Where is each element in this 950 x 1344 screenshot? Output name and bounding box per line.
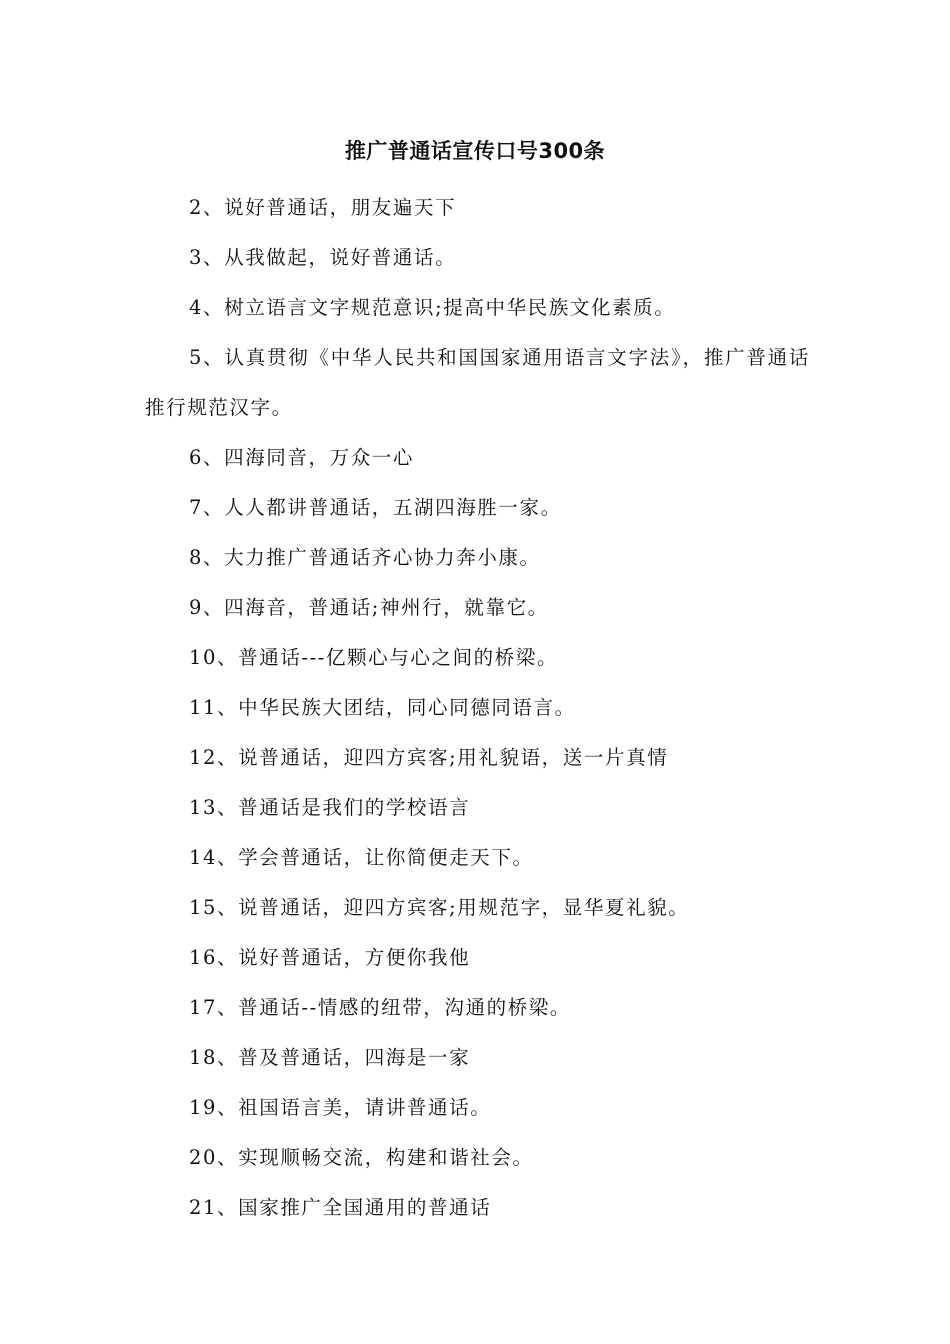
- list-item: 3、从我做起，说好普通话。: [189, 246, 457, 269]
- list-item: 14、学会普通话，让你简便走天下。: [189, 846, 534, 869]
- list-item: 18、普及普通话，四海是一家: [189, 1046, 471, 1069]
- list-item: 12、说普通话，迎四方宾客;用礼貌语，送一片真情: [189, 746, 669, 769]
- list-item: 9、四海音，普通话;神州行，就靠它。: [189, 596, 549, 619]
- list-item: 20、实现顺畅交流，构建和谐社会。: [189, 1146, 534, 1169]
- list-item: 16、说好普通话，方便你我他: [189, 946, 471, 969]
- list-item: 5、认真贯彻《中华人民共和国国家通用语言文字法》，推广普通话推行规范汉字。: [145, 346, 810, 419]
- slogan-list: [145, 183, 810, 1233]
- list-item: 7、人人都讲普通话，五湖四海胜一家。: [189, 496, 562, 519]
- list-item: 10、普通话---亿颗心与心之间的桥梁。: [189, 646, 559, 669]
- list-item: 6、四海同音，万众一心: [189, 446, 415, 469]
- list-item: 21、国家推广全国通用的普通话: [189, 1196, 492, 1219]
- page-title: 推广普通话宣传口号300条: [344, 139, 606, 163]
- list-item: 2、说好普通话，朋友遍天下: [189, 196, 457, 219]
- list-item: 19、祖国语言美，请讲普通话。: [189, 1096, 492, 1119]
- list-item: 8、大力推广普通话齐心协力奔小康。: [189, 546, 541, 569]
- list-item: 17、普通话--情感的纽带，沟通的桥梁。: [189, 996, 571, 1019]
- list-item: 4、树立语言文字规范意识;提高中华民族文化素质。: [189, 296, 676, 319]
- list-item: 15、说普通话，迎四方宾客;用规范字，显华夏礼貌。: [189, 896, 690, 919]
- list-item: 13、普通话是我们的学校语言: [189, 796, 471, 819]
- list-item: 11、中华民族大团结，同心同德同语言。: [189, 696, 576, 719]
